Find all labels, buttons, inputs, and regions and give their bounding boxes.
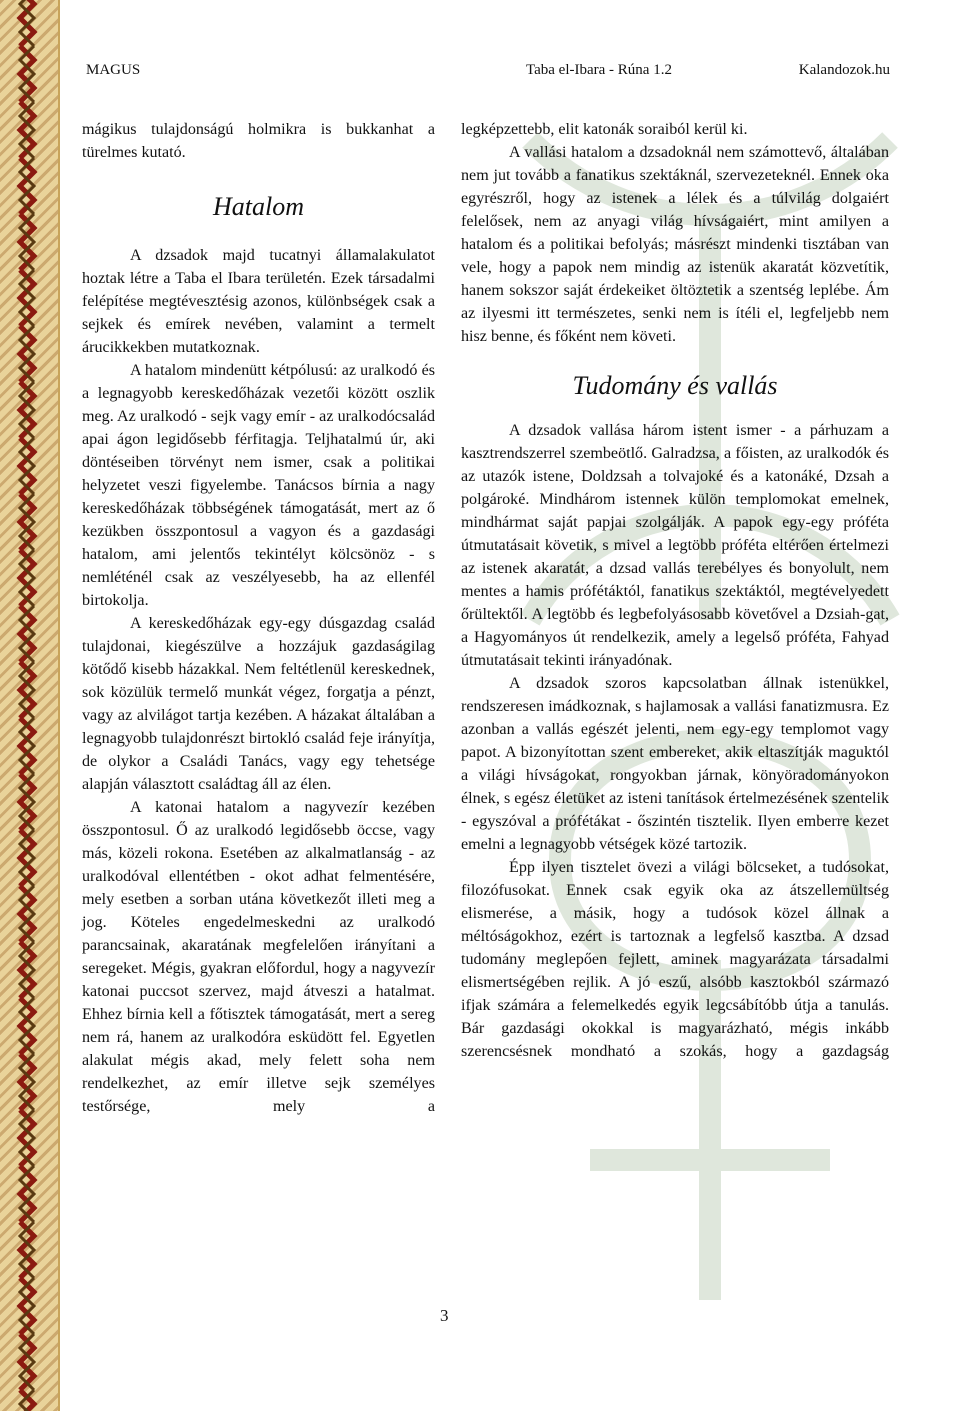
section-heading-tudomany: Tudomány és vallás [572, 371, 778, 400]
paragraph: A dzsadok szoros kapcsolatban állnak istenükkel, rendszeresen imádkoznak, s hajlamosak a vallási fanatizmusra. Ez azonban a vallás egészét jelenti, nem egy-egy templomot vagy papot. A bizonyítottan szent embereket, akik eltaszítják maguktól a világi hívságokat, rongyokban járnak, könyöradományokon élnek, s egész életüket az isteni tanítások értelmezésének szentelik - egyszóval a prófétákat - őszintén tisztelik. Ilyen emberre kezet emelni a legnagyobb vétségek közé tartozik. [461, 675, 889, 853]
right-column [461, 118, 889, 1063]
right-intro: legképzettebb, elit katonák soraiból kerül ki. [461, 121, 748, 138]
header-left: MAGUS [86, 62, 141, 78]
page-number: 3 [440, 1306, 449, 1325]
decorative-left-border [0, 0, 60, 1411]
paragraph: A kereskedőházak egy-egy dúsgazdag család tulajdonai, kiegészülve a hozzájuk gazdaságilag kötődő kisebb házakkal. Nem feltétlenül kereskednek, sok közülük termelő munkát végez, forgatja a pénzt, vagy az alvilágot tartja kezében. A házakat általában a legnagyobb tulajdonrészt birtokló család feje irányítja, de olykor a Családi Tanács, vagy egy tehetsége alapján választott családtag áll az élen. [82, 615, 435, 793]
left-intro: mágikus tulajdonságú holmikra is bukkanhat a türelmes kutató. [82, 121, 435, 161]
paragraph: A vallási hatalom a dzsadoknál nem számottevő, általában nem jut tovább a fanatikus szektáknál, szervezeteknél. Ennek oka egyrészről, hogy az istenek a lélek és a túlvilág dolgaiért felelősek, nem az anyagi világ hívságaiért, mint amilyen a hatalom és a politikai befolyás; másrészt mindenki tisztában van vele, hogy a papok nem mindig az istenük akaratát közvetítik, hanem sokszor saját érdekeiket öltöztetik a szentség leplébe. Ám az ilyesmi itt természetes, senki nem is ítéli el, legfeljebb nem hisz benne, és főként nem követi. [461, 144, 889, 345]
paragraph: A katonai hatalom a nagyvezír kezében összpontosul. Ő az uralkodó legidősebb öccse, vagy más, közeli rokona. Esetében az alkalmatlanság - az uralkodóval ellentétben - okot adhat felmentésére, mely esetben a sorban utána következőt illeti meg a jog. Köteles engedelmeskedni az uralkodó parancsainak, akaratának megfelelően irányítani a seregeket. Mégis, gyakran előfordul, hogy a nagyvezír katonai puccsot szervez, majd átveszi a hatalmat. Ehhez bírnia kell a főtisztek támogatását, mert a sereg nem rá, hanem az uralkodóra esküdött fel. Egyetlen alakulat mégis akad, mely felett soha nem rendelkezhet, az emír illetve sejk személyes testőrsége, mely a [82, 799, 435, 1115]
paragraph: Épp ilyen tisztelet övezi a világi bölcseket, a tudósokat, filozófusokat. Ennek csak egyik oka az átszellemültség elismerése, a másik, hogy a tudósok közel állnak a méltóságokhoz, ezért is tartoznak a legfelső kasztba. A dzsad tudomány meglepően fejlett, aminek magyarázata társadalmi elismertségében rejlik. A jó eszű, alsóbb kasztokból származó ifjak számára a felemelkedés egyik legcsábítóbb útja a tanulás. Bár gazdasági okokkal is magyarázható, mégis inkább szerencsésnek mondható a szokás, hogy a gazdagság [461, 859, 889, 1060]
paragraph: A hatalom mindenütt kétpólusú: az uralkodó és a legnagyobb kereskedőházak vezetői között oszlik meg. Az uralkodó - sejk vagy emír - az uralkodócsalád apai ágon legidősebb férfitagja. Teljhatalmú úr, aki döntéseiben törvényt nem ismer, csak a politikai helyzetet veszi figyelembe. Tanácsos bírnia a nagy kereskedőházak többségének támogatását, mert az ő kezükben összpontosul a vagyon és a gazdasági hatalom, ami jelentős tekintélyt kölcsönöz - s nemléténél csak az veszélyesebb, ha az ellenfél birtokolja. [82, 362, 435, 609]
paragraph: A dzsadok vallása három istent ismer - a párhuzam a kasztrendszerrel szembeötlő. Galradzsa, a főisten, az uralkodók és az utazók istene, Doldzsah a tolvajoké és a katonáké, Dzsah a polgároké. Mindhárom istennek külön templomokat emelnek, mindhármat saját papjai szolgálják. A papok egy-egy próféta útmutatásait követik, s mivel a legtöbb próféta eltérően értelmezi az istenek akaratát, a dzsad vallás terebélyes és bonyolult, nem mentes a hamis prófétáktól, fanatikus szektáktól, megtévelyedett őrültektől. A legtöbb és legbefolyásosabb követővel a Dzsiah-gat, a Hagyományos út rendelkezik, amely a legelső próféta, Fahyad útmutatásait tekinti irányadónak. [461, 422, 889, 669]
header-center: Taba el-Ibara - Rúna 1.2 [526, 62, 672, 78]
paragraph: A dzsadok majd tucatnyi államalakulatot hoztak létre a Taba el Ibara területén. Ezek társadalmi felépítése megtévesztésig azonos, különbségek csak a sejkek és emírek nevében, valamint a termelt árucikkekben mutatkoznak. [82, 247, 435, 356]
page-header [86, 62, 890, 82]
left-column [82, 118, 435, 1118]
section-heading-hatalom: Hatalom [213, 192, 304, 221]
header-right: Kalandozok.hu [798, 62, 890, 78]
